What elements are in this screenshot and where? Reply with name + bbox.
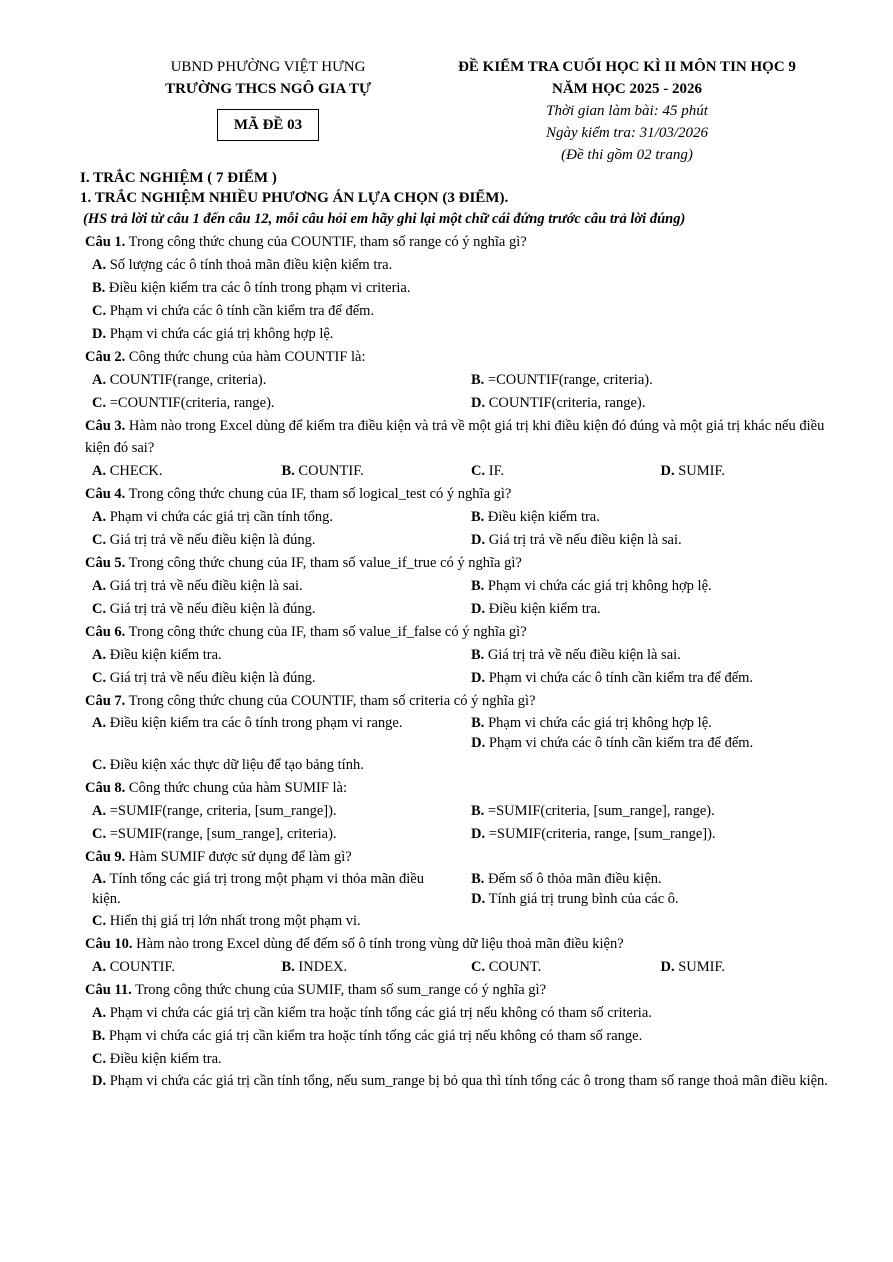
question-text: Trong công thức chung của COUNTIF, tham số criteria có ý nghĩa gì? xyxy=(128,693,536,709)
option-b: B. INDEX. xyxy=(281,959,348,975)
question-text: Hàm nào trong Excel dùng để kiểm tra điều kiện và trả về một giá trị khi điều kiện đó đúng và một giá trị khác nếu điều kiện đó sai? xyxy=(85,418,825,456)
option-c: C. Giá trị trả về nếu điều kiện là đúng. xyxy=(92,670,316,686)
question-7 xyxy=(80,690,850,776)
question-text: Hàm nào trong Excel dùng để đếm số ô tính trong vùng dữ liệu thoả mãn điều kiện? xyxy=(136,936,624,952)
option-b: B. Điều kiện kiểm tra các ô tính trong phạm vi criteria. xyxy=(92,280,411,296)
option-c: C. =SUMIF(range, [sum_range], criteria). xyxy=(92,826,337,842)
question-4 xyxy=(80,483,850,551)
option-b: B. =COUNTIF(range, criteria). xyxy=(471,372,653,388)
question-label: Câu 11. xyxy=(85,982,132,998)
question-6 xyxy=(80,621,850,689)
school-name: TRƯỜNG THCS NGÔ GIA TỰ xyxy=(165,81,371,97)
question-text: Trong công thức chung của SUMIF, tham số sum_range có ý nghĩa gì? xyxy=(135,982,547,998)
question-text: Trong công thức chung của COUNTIF, tham số range có ý nghĩa gì? xyxy=(128,234,527,250)
question-9 xyxy=(80,846,850,932)
question-text: Trong công thức chung của IF, tham số value_if_false có ý nghĩa gì? xyxy=(128,624,527,640)
exam-title-block xyxy=(412,56,842,166)
option-c: C. COUNT. xyxy=(471,959,542,975)
question-label: Câu 8. xyxy=(85,780,126,796)
school-year: NĂM HỌC 2025 - 2026 xyxy=(552,81,702,97)
option-d: D. Phạm vi chứa các giá trị cần tính tổng, nếu sum_range bị bỏ qua thì tính tổng các ô trong tham số range thoả mãn điều kiện. xyxy=(92,1073,828,1089)
question-10 xyxy=(80,933,850,978)
option-a: A. Giá trị trả về nếu điều kiện là sai. xyxy=(92,578,303,594)
option-a: A. =SUMIF(range, criteria, [sum_range]). xyxy=(92,803,337,819)
option-c: C. Điều kiện xác thực dữ liệu để tạo bảng tính. xyxy=(92,757,364,773)
page-count: (Đề thi gồm 02 trang) xyxy=(561,147,693,163)
option-d: D. Phạm vi chứa các ô tính cần kiểm tra để đếm. xyxy=(471,670,754,686)
ward-name: UBND PHƯỜNG VIỆT HƯNG xyxy=(170,59,366,75)
option-b: B. Giá trị trả về nếu điều kiện là sai. xyxy=(471,647,681,663)
exam-content xyxy=(80,168,850,1091)
question-1 xyxy=(80,231,850,345)
option-a: A. COUNTIF(range, criteria). xyxy=(92,372,267,388)
option-c: C. Giá trị trả về nếu điều kiện là đúng. xyxy=(92,601,316,617)
question-8 xyxy=(80,777,850,845)
option-a: A. COUNTIF. xyxy=(92,959,176,975)
exam-title: ĐỀ KIỂM TRA CUỐI HỌC KÌ II MÔN TIN HỌC 9 xyxy=(458,59,796,75)
option-c: C. Phạm vi chứa các ô tính cần kiểm tra để đếm. xyxy=(92,303,375,319)
option-d: D. Phạm vi chứa các giá trị không hợp lệ. xyxy=(92,326,334,342)
question-label: Câu 10. xyxy=(85,936,133,952)
option-a: A. Số lượng các ô tính thoả mãn điều kiện kiểm tra. xyxy=(92,257,393,273)
option-d: D. Điều kiện kiểm tra. xyxy=(471,601,601,617)
option-d: D. Phạm vi chứa các ô tính cần kiểm tra để đếm. xyxy=(471,735,754,751)
option-d: D. Giá trị trả về nếu điều kiện là sai. xyxy=(471,532,682,548)
option-b: B. =SUMIF(criteria, [sum_range], range). xyxy=(471,803,715,819)
question-11 xyxy=(80,979,850,1091)
option-b: B. Điều kiện kiểm tra. xyxy=(471,509,600,525)
exam-time: Thời gian làm bài: 45 phút xyxy=(546,103,708,119)
option-b: B. Phạm vi chứa các giá trị không hợp lệ. xyxy=(471,715,712,731)
question-text: Trong công thức chung của IF, tham số value_if_true có ý nghĩa gì? xyxy=(128,555,522,571)
exam-header xyxy=(0,56,893,168)
option-c: C. Hiển thị giá trị lớn nhất trong một phạm vi. xyxy=(92,913,361,929)
option-c: C. Điều kiện kiểm tra. xyxy=(92,1051,222,1067)
question-label: Câu 6. xyxy=(85,624,126,640)
instruction-text: (HS trả lời từ câu 1 đến câu 12, mỗi câu hỏi em hãy ghi lại một chữ cái đứng trước câu trả lời đúng) xyxy=(83,211,686,227)
question-text: Hàm SUMIF được sử dụng để làm gì? xyxy=(128,849,352,865)
option-a: A. Tính tổng các giá trị trong một phạm vi thỏa mãn điều kiện. xyxy=(92,871,424,907)
school-block xyxy=(116,56,420,141)
question-text: Công thức chung của hàm COUNTIF là: xyxy=(128,349,366,365)
exam-code-box: MÃ ĐỀ 03 xyxy=(217,109,319,141)
question-label: Câu 9. xyxy=(85,849,126,865)
exam-date: Ngày kiểm tra: 31/03/2026 xyxy=(545,125,709,141)
option-a: A. Phạm vi chứa các giá trị cần kiểm tra hoặc tính tổng các giá trị nếu không có tham số criteria. xyxy=(92,1005,652,1021)
option-d: D. SUMIF. xyxy=(660,959,726,975)
option-c: C. Giá trị trả về nếu điều kiện là đúng. xyxy=(92,532,316,548)
option-d: D. SUMIF. xyxy=(660,463,726,479)
option-b: B. Phạm vi chứa các giá trị cần kiểm tra hoặc tính tổng các giá trị nếu không có tham số range. xyxy=(92,1028,643,1044)
option-bd xyxy=(471,713,850,753)
option-d: D. =SUMIF(criteria, range, [sum_range]). xyxy=(471,826,716,842)
question-text: Công thức chung của hàm SUMIF là: xyxy=(128,780,348,796)
option-a: A. Phạm vi chứa các giá trị cần tính tổng. xyxy=(92,509,334,525)
option-b: B. COUNTIF. xyxy=(281,463,364,479)
question-label: Câu 3. xyxy=(85,418,126,434)
option-c: C. IF. xyxy=(471,463,505,479)
option-b: B. Phạm vi chứa các giá trị không hợp lệ. xyxy=(471,578,712,594)
question-2 xyxy=(80,346,850,414)
question-label: Câu 5. xyxy=(85,555,126,571)
question-text: Trong công thức chung của IF, tham số logical_test có ý nghĩa gì? xyxy=(128,486,512,502)
option-d: D. COUNTIF(criteria, range). xyxy=(471,395,646,411)
option-bd xyxy=(471,869,850,909)
option-a: A. Điều kiện kiểm tra. xyxy=(92,647,222,663)
question-3 xyxy=(80,415,850,482)
question-label: Câu 7. xyxy=(85,693,126,709)
option-c: C. =COUNTIF(criteria, range). xyxy=(92,395,275,411)
option-a: A. Điều kiện kiểm tra các ô tính trong phạm vi range. xyxy=(92,715,403,731)
question-5 xyxy=(80,552,850,620)
option-d: D. Tính giá trị trung bình của các ô. xyxy=(471,891,679,907)
section-heading: I. TRẮC NGHIỆM ( 7 ĐIỂM ) xyxy=(80,170,277,186)
subsection-heading: 1. TRẮC NGHIỆM NHIỀU PHƯƠNG ÁN LỰA CHỌN (3 ĐIỂM). xyxy=(80,190,509,206)
question-label: Câu 2. xyxy=(85,349,126,365)
question-label: Câu 1. xyxy=(85,234,126,250)
option-a: A. CHECK. xyxy=(92,463,163,479)
question-label: Câu 4. xyxy=(85,486,126,502)
option-b: B. Đếm số ô thỏa mãn điều kiện. xyxy=(471,871,662,887)
